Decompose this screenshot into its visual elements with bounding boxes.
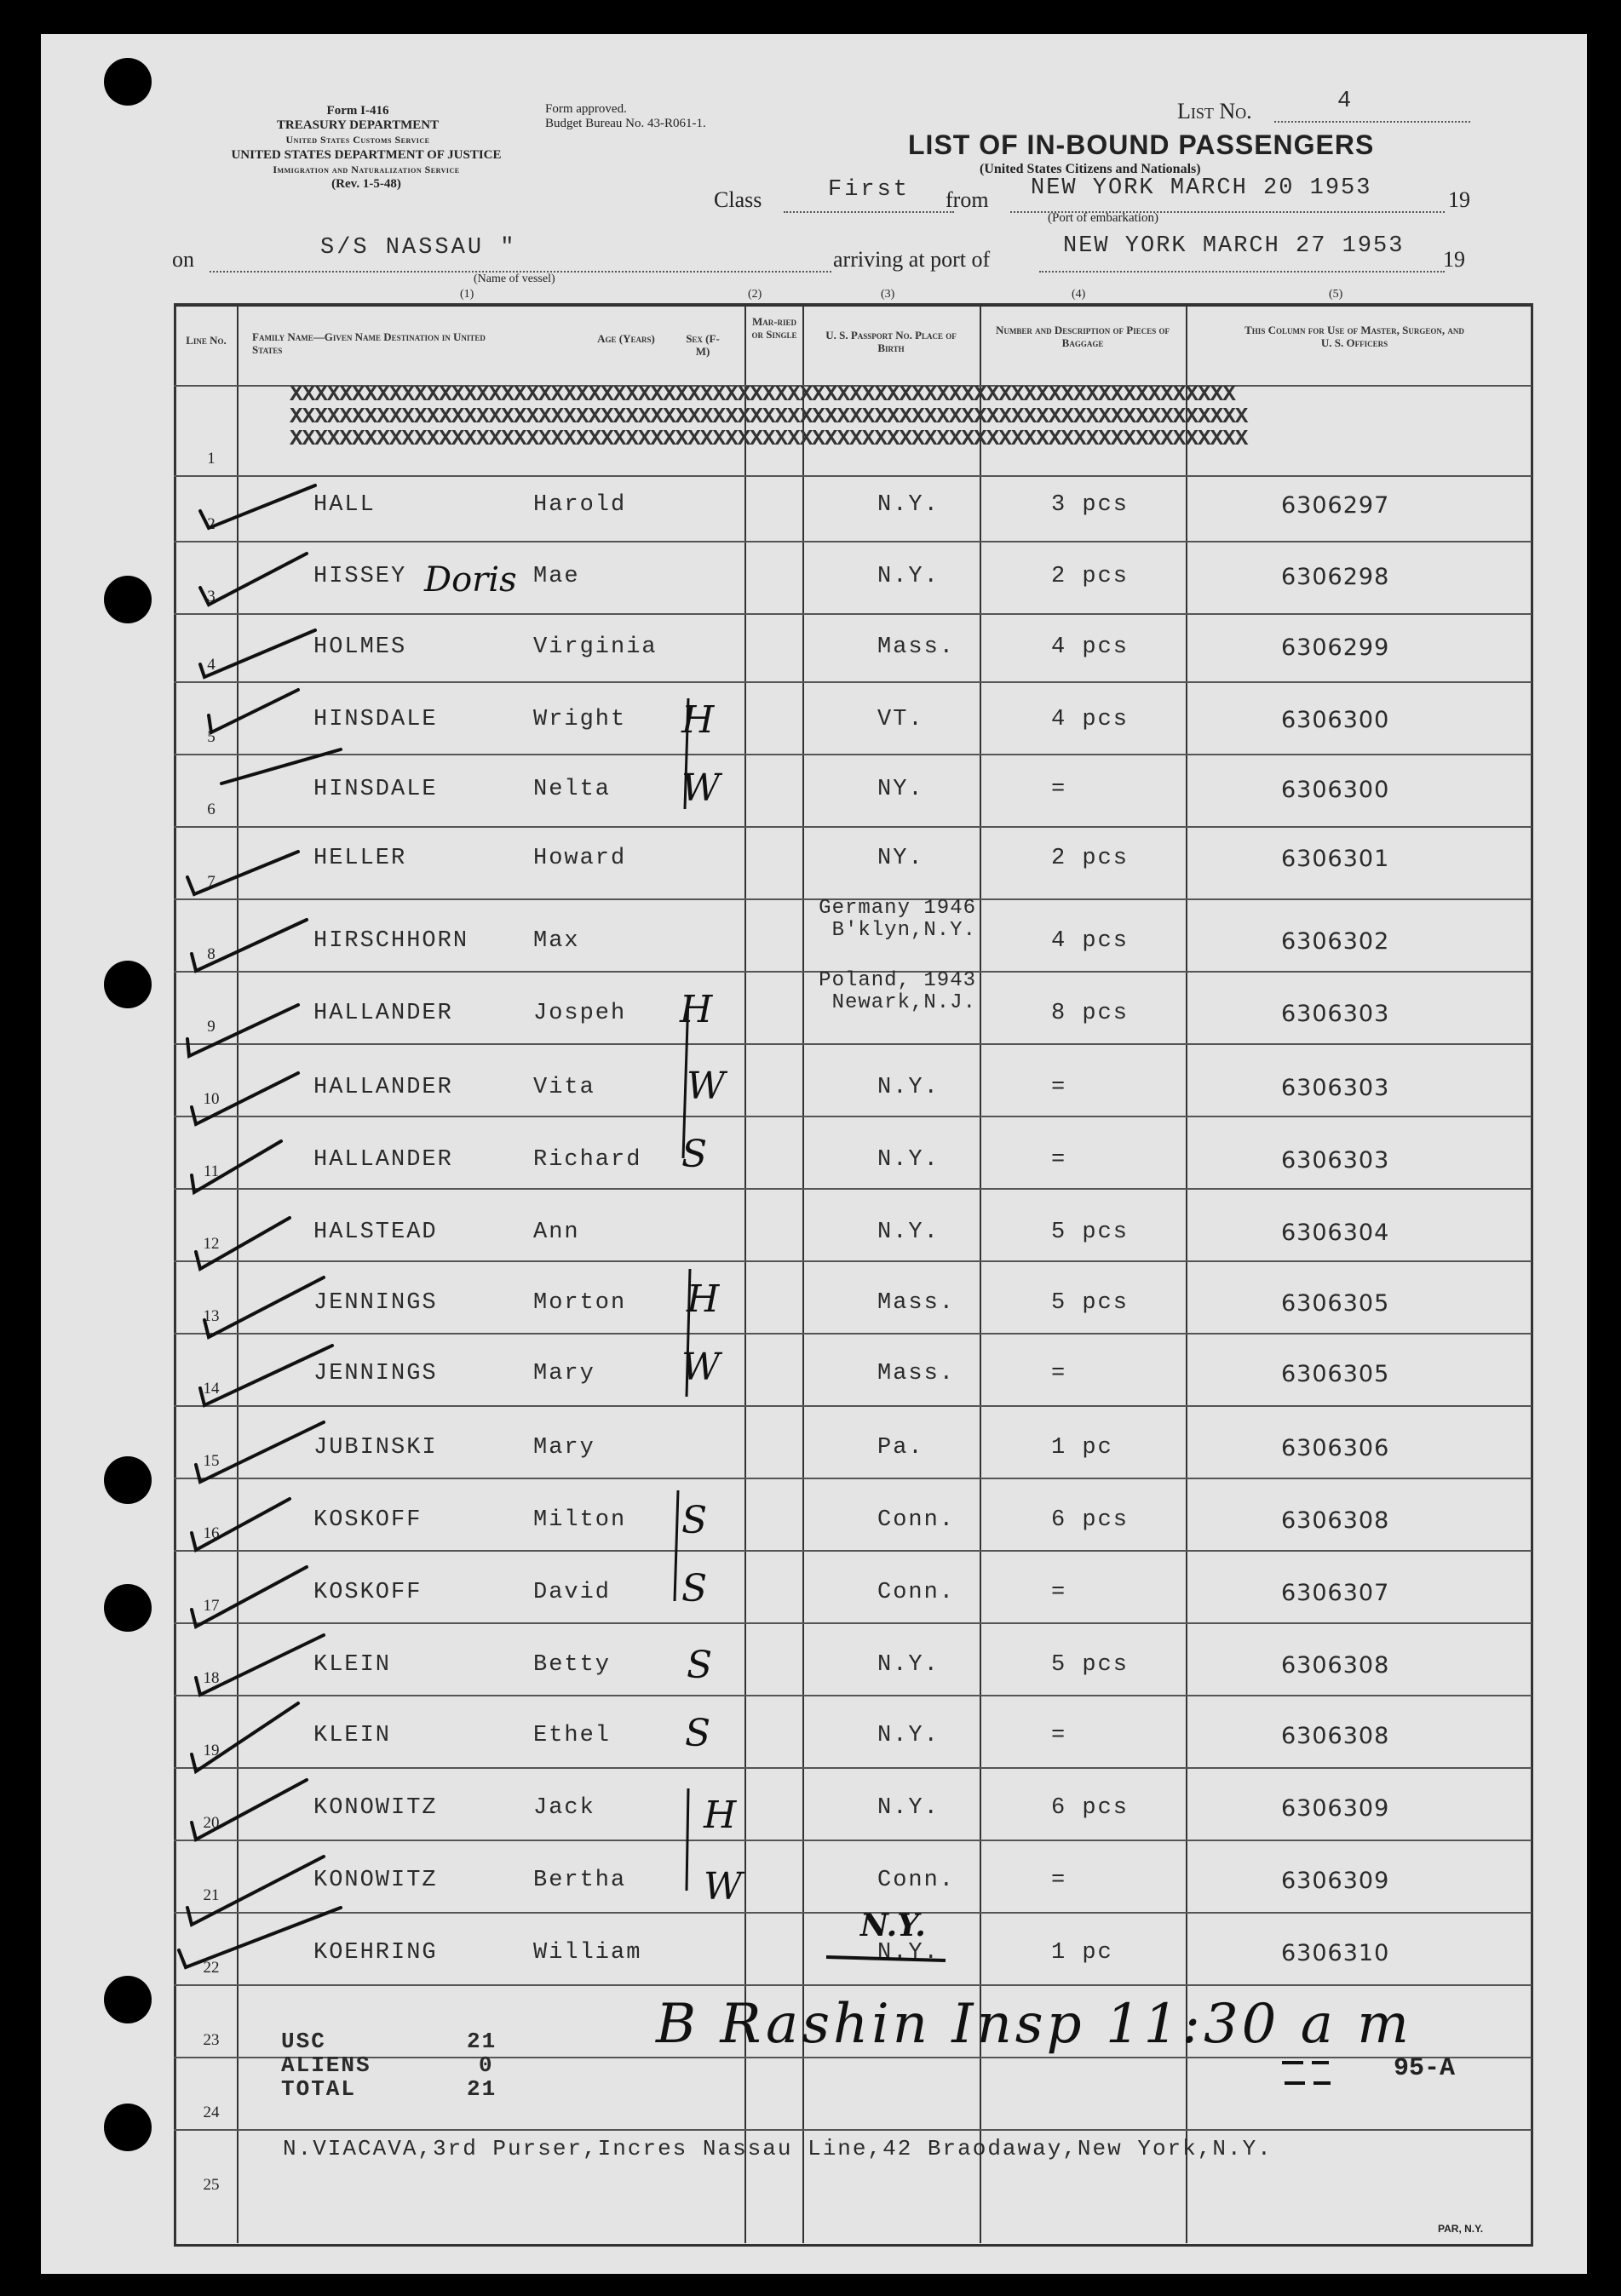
passenger-baggage: 2 pcs <box>1051 564 1130 589</box>
col-divider <box>1186 303 1187 2243</box>
col-num-4: (4) <box>1072 288 1086 301</box>
line-number: 19 <box>203 1742 220 1759</box>
passenger-birthplace: Mass. <box>877 1290 956 1316</box>
aliens-label: ALIENS <box>281 2052 371 2078</box>
passenger-ticket-number: 6306309 <box>1281 1868 1390 1894</box>
line-number: 20 <box>203 1814 220 1832</box>
arriving-label: arriving at port of <box>833 247 991 272</box>
line-number: 13 <box>203 1307 220 1325</box>
xout-row: XXXXXXXXXXXXXXXXXXXXXXXXXXXXXXXXXXXXXXXXXXXXXXXXXXXXXXXXXXXXXXXXXXXXXXXXXXXXX <box>290 426 1248 451</box>
handwritten-sex-mark: W <box>681 1346 721 1389</box>
sex-brackets <box>664 681 716 1993</box>
col-divider <box>744 303 746 2243</box>
passenger-given-name: Jospeh <box>533 1001 627 1026</box>
passenger-birthplace: Conn. <box>877 1868 956 1893</box>
passenger-ticket-number: 6306303 <box>1281 1001 1390 1027</box>
passenger-ticket-number: 6306308 <box>1281 1507 1390 1534</box>
col-head-officers: This Column for Use of Master, Surgeon, and U. S. Officers <box>1244 324 1464 349</box>
col-head-baggage: Number and Description of Pieces of Baggage <box>996 324 1170 349</box>
passenger-ticket-number: 6306309 <box>1281 1795 1390 1822</box>
passenger-family-name: KLEIN <box>313 1723 392 1748</box>
passenger-family-name: JENNINGS <box>313 1361 438 1386</box>
col-head-name: Family Name—Given Name Destination in United States <box>252 330 486 356</box>
line-number: 15 <box>203 1452 220 1470</box>
line-number: 24 <box>203 2104 220 2121</box>
col-divider <box>802 303 804 2243</box>
justice-dept: UNITED STATES DEPARTMENT OF JUSTICE <box>231 148 502 162</box>
handwritten-sex-mark: H <box>681 698 715 742</box>
passenger-given-name: Mae <box>533 564 580 589</box>
arriving-underline <box>1039 271 1445 273</box>
passenger-family-name: KONOWITZ <box>313 1868 438 1893</box>
line-number: 18 <box>203 1669 220 1687</box>
passenger-family-name: HOLMES <box>313 634 407 660</box>
line-number: 6 <box>207 801 216 818</box>
binder-hole <box>104 2104 152 2151</box>
passenger-ticket-number: 6306299 <box>1281 634 1390 661</box>
check-marks <box>170 460 392 1993</box>
from-label: from <box>946 187 989 212</box>
passenger-given-name: Max <box>533 928 580 954</box>
class-label: Class <box>714 187 762 212</box>
line-number: 5 <box>207 728 216 746</box>
list-no-label: List No. <box>1177 99 1252 123</box>
passenger-family-name: HINSDALE <box>313 707 438 732</box>
line-number: 14 <box>203 1380 220 1398</box>
passenger-ticket-number: 6306303 <box>1281 1075 1390 1101</box>
line-number: 11 <box>203 1162 220 1180</box>
passenger-family-name: KOSKOFF <box>313 1580 422 1605</box>
col-head-sex: Sex (F-M) <box>686 332 720 358</box>
passenger-family-name: HISSEY <box>313 564 407 589</box>
passenger-given-name: Howard <box>533 846 627 871</box>
passenger-baggage: = <box>1051 1147 1067 1173</box>
handwritten-sex-mark: S <box>681 1133 708 1176</box>
treasury-dept: TREASURY DEPARTMENT <box>276 118 440 132</box>
passenger-given-name: Ann <box>533 1220 580 1245</box>
line-number: 17 <box>203 1597 220 1615</box>
passenger-ticket-number: 6306305 <box>1281 1361 1390 1387</box>
usc-value: 21 <box>467 2029 497 2054</box>
class-value: First <box>828 177 911 203</box>
line-number: 23 <box>203 2031 220 2049</box>
passenger-baggage: 5 pcs <box>1051 1652 1130 1678</box>
passenger-baggage: = <box>1051 1723 1067 1748</box>
col-num-2: (2) <box>748 288 762 301</box>
handwritten-sex-mark: W <box>687 1065 726 1108</box>
handwritten-sex-mark: W <box>681 766 721 810</box>
passenger-birthplace: Conn. <box>877 1580 956 1605</box>
from-value: NEW YORK MARCH 20 1953 <box>1031 175 1372 201</box>
year-suffix: 19 <box>1448 187 1470 212</box>
passenger-given-name: Harold <box>533 492 627 518</box>
passenger-given-name: Virginia <box>533 634 658 660</box>
handwritten-sex-mark: S <box>685 1712 711 1755</box>
passenger-birthplace: N.Y. <box>877 1940 940 1966</box>
handwritten-sex-mark: W <box>704 1865 743 1909</box>
passenger-ticket-number: 6306298 <box>1281 564 1390 590</box>
ins-service: Immigration and Naturalization Service <box>273 164 460 175</box>
passenger-ticket-number: 6306308 <box>1281 1652 1390 1679</box>
passenger-birthplace: N.Y. <box>877 1723 940 1748</box>
passenger-baggage: 1 pc <box>1051 1435 1113 1461</box>
passenger-baggage: 2 pcs <box>1051 846 1130 871</box>
handwritten-sex-mark: H <box>680 988 713 1031</box>
total-label: TOTAL <box>281 2076 357 2102</box>
line-number: 4 <box>207 656 216 674</box>
binder-hole <box>104 1456 152 1504</box>
passenger-family-name: HALLANDER <box>313 1001 453 1026</box>
passenger-birthplace: Conn. <box>877 1507 956 1533</box>
line-number: 16 <box>203 1524 220 1542</box>
col-head-married: Mar-ried or Single <box>751 315 797 341</box>
passenger-birthplace: VT. <box>877 707 924 732</box>
passenger-baggage: 8 pcs <box>1051 1001 1130 1026</box>
printer-mark: PAR, N.Y. <box>1438 2223 1484 2235</box>
form-number: Form I-416 <box>326 104 389 118</box>
page-title: LIST OF IN-BOUND PASSENGERS <box>908 129 1375 160</box>
passenger-ticket-number: 6306297 <box>1281 492 1390 519</box>
passenger-family-name: HELLER <box>313 846 407 871</box>
col-head-line: Line No. <box>186 334 227 347</box>
list-no-value: 4 <box>1337 89 1354 114</box>
binder-hole <box>104 58 152 106</box>
passenger-given-name: Mary <box>533 1435 595 1461</box>
passenger-baggage: = <box>1051 777 1067 802</box>
passenger-given-name: Betty <box>533 1652 612 1678</box>
passenger-baggage: = <box>1051 1361 1067 1386</box>
passenger-ticket-number: 6306308 <box>1281 1723 1390 1749</box>
revision: (Rev. 1-5-48) <box>331 177 401 191</box>
list-no-underline <box>1274 121 1470 123</box>
passenger-given-name: Jack <box>533 1795 595 1821</box>
passenger-ticket-number: 6306310 <box>1281 1940 1390 1966</box>
class-underline <box>784 211 954 213</box>
line-number: 8 <box>207 945 216 963</box>
form-approved: Form approved. <box>545 102 627 116</box>
col-head-age: Age (Years) <box>597 332 655 345</box>
passenger-birthplace: NY. <box>877 777 924 802</box>
vessel-note: (Name of vessel) <box>474 273 555 285</box>
approval-block <box>545 102 750 131</box>
passenger-baggage: 4 pcs <box>1051 707 1130 732</box>
binder-hole <box>104 1584 152 1632</box>
passenger-given-name: Wright <box>533 707 627 732</box>
row-divider <box>174 2129 1532 2131</box>
passenger-given-name: Bertha <box>533 1868 627 1893</box>
col-num-3: (3) <box>881 288 895 301</box>
passenger-baggage: 4 pcs <box>1051 634 1130 660</box>
arriving-value: NEW YORK MARCH 27 1953 <box>1063 233 1405 259</box>
handwritten-sex-mark: S <box>681 1499 708 1542</box>
passenger-family-name: HALLANDER <box>313 1147 453 1173</box>
year-suffix-2: 19 <box>1443 247 1465 272</box>
passenger-birthplace: N.Y. <box>877 492 940 518</box>
passenger-given-name: Ethel <box>533 1723 612 1748</box>
customs-service: United States Customs Service <box>285 134 430 146</box>
passenger-given-name: William <box>533 1940 642 1966</box>
line-number: 25 <box>203 2176 220 2194</box>
passenger-ticket-number: 6306304 <box>1281 1220 1390 1246</box>
passenger-ticket-number: 6306303 <box>1281 1147 1390 1174</box>
handwritten-sex-mark: H <box>687 1277 720 1321</box>
col-num-1: (1) <box>460 288 474 301</box>
passenger-birthplace: Pa. <box>877 1435 924 1461</box>
binder-hole <box>104 576 152 623</box>
passenger-birthplace: N.Y. <box>877 564 940 589</box>
passenger-ticket-number: 6306300 <box>1281 777 1390 803</box>
passenger-birthplace: N.Y. <box>877 1075 940 1100</box>
passenger-given-name: David <box>533 1580 612 1605</box>
line-number: 7 <box>207 873 216 891</box>
passenger-birthplace: Germany 1946 B'klyn,N.Y. <box>819 897 976 942</box>
col-num-5: (5) <box>1329 288 1343 301</box>
passenger-birthplace: Poland, 1943 Newark,N.J. <box>819 969 976 1014</box>
passenger-baggage: 4 pcs <box>1051 928 1130 954</box>
handwritten-doris: Doris <box>424 560 517 600</box>
inspector-signature: B Rashin Insp 11:30 a m <box>656 1993 1412 2056</box>
passenger-given-name: Morton <box>533 1290 627 1316</box>
passenger-birthplace: N.Y. <box>877 1795 940 1821</box>
passenger-given-name: Vita <box>533 1075 595 1100</box>
passenger-family-name: JUBINSKI <box>313 1435 438 1461</box>
handwritten-sex-mark: S <box>681 1567 708 1610</box>
scribble-mark <box>1278 2052 1363 2095</box>
on-label: on <box>172 247 194 272</box>
handwritten-ny: N.Y. <box>860 1908 926 1943</box>
xout-row: XXXXXXXXXXXXXXXXXXXXXXXXXXXXXXXXXXXXXXXXXXXXXXXXXXXXXXXXXXXXXXXXXXXXXXXXXXXX <box>290 382 1235 407</box>
passenger-baggage: = <box>1051 1075 1067 1100</box>
passenger-ticket-number: 6306301 <box>1281 846 1390 872</box>
purser-line: N.VIACAVA,3rd Purser,Incres Nassau Line,42 Braodaway,New York,N.Y. <box>283 2136 1273 2161</box>
handwritten-sex-mark: H <box>704 1794 737 1837</box>
line-number: 22 <box>203 1959 220 1977</box>
total-value: 21 <box>467 2076 497 2102</box>
passenger-given-name: Milton <box>533 1507 627 1533</box>
passenger-ticket-number: 6306306 <box>1281 1435 1390 1461</box>
passenger-ticket-number: 6306302 <box>1281 928 1390 955</box>
passenger-birthplace: N.Y. <box>877 1652 940 1678</box>
col-divider <box>980 303 981 2243</box>
passenger-family-name: HALLANDER <box>313 1075 453 1100</box>
passenger-birthplace: N.Y. <box>877 1220 940 1245</box>
passenger-birthplace: NY. <box>877 846 924 871</box>
passenger-ticket-number: 6306305 <box>1281 1290 1390 1317</box>
page-subtitle: (United States Citizens and Nationals) <box>980 162 1201 176</box>
passenger-baggage: 1 pc <box>1051 1940 1113 1966</box>
passenger-ticket-number: 6306307 <box>1281 1580 1390 1606</box>
passenger-family-name: KOEHRING <box>313 1940 438 1966</box>
passenger-birthplace: Mass. <box>877 1361 956 1386</box>
passenger-family-name: HIRSCHHORN <box>313 928 469 954</box>
passenger-ticket-number: 6306300 <box>1281 707 1390 733</box>
justice-block <box>170 148 562 192</box>
passenger-baggage: 6 pcs <box>1051 1795 1130 1821</box>
passenger-family-name: HINSDALE <box>313 777 438 802</box>
passenger-given-name: Nelta <box>533 777 612 802</box>
passenger-baggage: 5 pcs <box>1051 1220 1130 1245</box>
handwritten-sex-mark: S <box>687 1644 713 1687</box>
usc-label: USC <box>281 2029 326 2054</box>
vessel-value: S/S NASSAU " <box>320 235 517 261</box>
passenger-baggage: 5 pcs <box>1051 1290 1130 1316</box>
budget-bureau: Budget Bureau No. 43-R061-1. <box>545 117 706 130</box>
line-number: 2 <box>207 515 216 533</box>
line-number: 1 <box>207 450 216 468</box>
passenger-given-name: Mary <box>533 1361 595 1386</box>
line-number: 3 <box>207 588 216 606</box>
embark-note: (Port of embarkation) <box>1048 211 1158 225</box>
xout-row: XXXXXXXXXXXXXXXXXXXXXXXXXXXXXXXXXXXXXXXXXXXXXXXXXXXXXXXXXXXXXXXXXXXXXXXXXXXXX <box>290 404 1248 429</box>
passenger-family-name: KLEIN <box>313 1652 392 1678</box>
passenger-birthplace: N.Y. <box>877 1147 940 1173</box>
passenger-family-name: HALL <box>313 492 376 518</box>
passenger-baggage: 3 pcs <box>1051 492 1130 518</box>
passenger-family-name: KOSKOFF <box>313 1507 422 1533</box>
line-number: 9 <box>207 1018 216 1036</box>
line-number: 21 <box>203 1886 220 1904</box>
passenger-given-name: Richard <box>533 1147 642 1173</box>
binder-hole <box>104 961 152 1008</box>
document-mark: 95-A <box>1394 2054 1456 2083</box>
line-number: 10 <box>203 1090 220 1108</box>
passenger-family-name: HALSTEAD <box>313 1220 438 1245</box>
binder-hole <box>104 1976 152 2023</box>
passenger-baggage: = <box>1051 1580 1067 1605</box>
passenger-family-name: KONOWITZ <box>313 1795 438 1821</box>
passenger-baggage: 6 pcs <box>1051 1507 1130 1533</box>
aliens-value: 0 <box>479 2052 494 2078</box>
line-number: 12 <box>203 1235 220 1253</box>
col-head-passport: U. S. Passport No. Place of Birth <box>825 329 957 354</box>
passenger-birthplace: Mass. <box>877 634 956 660</box>
passenger-baggage: = <box>1051 1868 1067 1893</box>
passenger-family-name: JENNINGS <box>313 1290 438 1316</box>
treasury-block <box>239 104 477 147</box>
